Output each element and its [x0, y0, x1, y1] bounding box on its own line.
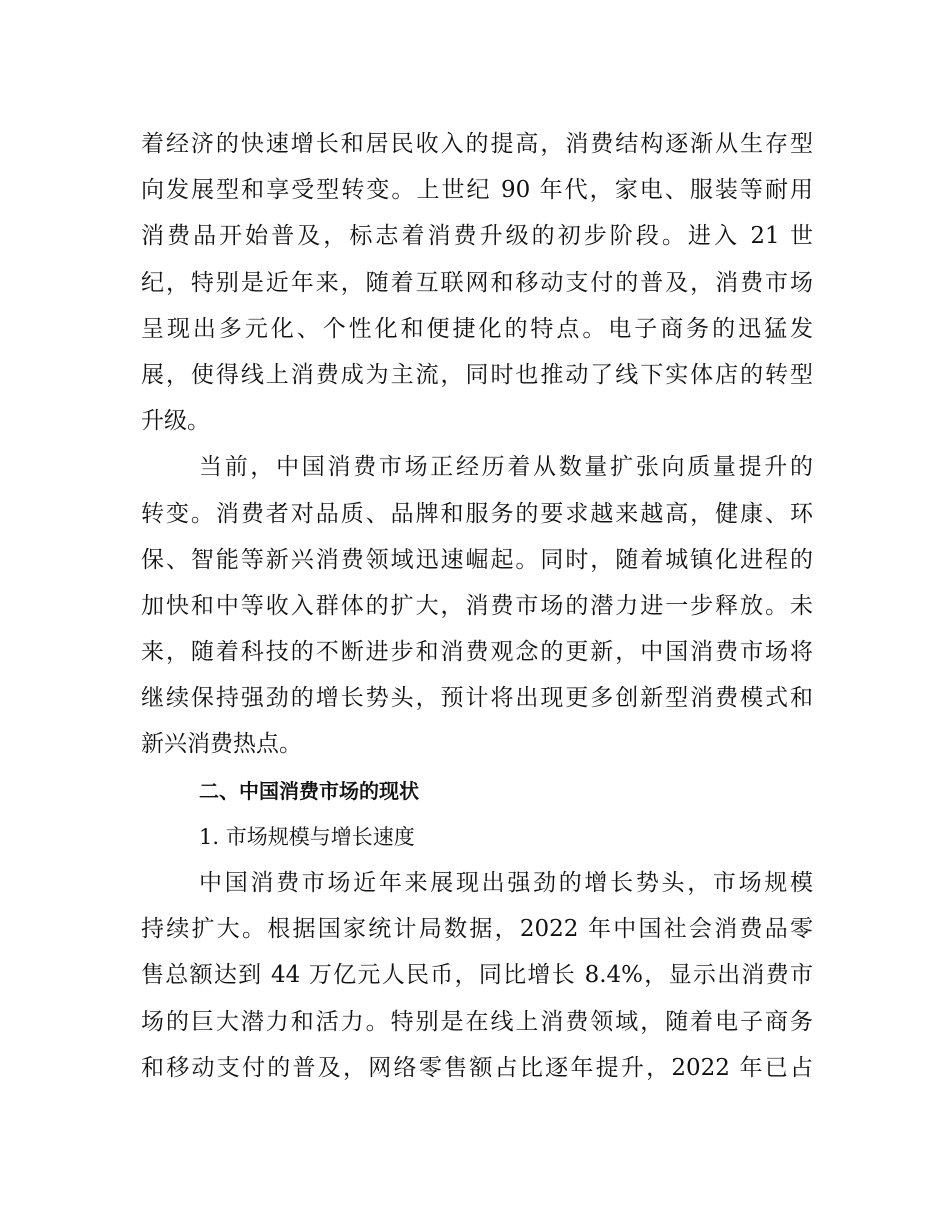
- text-line: 升级。: [141, 408, 210, 435]
- text-line: 展，使得线上消费成为主流，同时也推动了线下实体店的转型: [141, 361, 813, 388]
- text-line: 持续扩大。根据国家统计局数据，2022 年中国社会消费品零: [141, 916, 813, 943]
- text-line: 转变。消费者对品质、品牌和服务的要求越来越高，健康、环: [141, 500, 813, 527]
- text-line: 场的巨大潜力和活力。特别是在线上消费领域，随着电子商务: [141, 1008, 813, 1035]
- text-line: 纪，特别是近年来，随着互联网和移动支付的普及，消费市场: [141, 269, 813, 296]
- text-line: 中国消费市场近年来展现出强劲的增长势头，市场规模: [199, 870, 813, 896]
- text-line: 售总额达到 44 万亿元人民币，同比增长 8.4%，显示出消费市: [141, 962, 813, 989]
- text-line: 继续保持强劲的增长势头，预计将出现更多创新型消费模式和: [141, 685, 813, 712]
- text-line: 新兴消费热点。: [141, 731, 302, 758]
- text-line: 消费品开始普及，标志着消费升级的初步阶段。进入 21 世: [141, 223, 813, 250]
- subsection-heading: 1. 市场规模与增长速度: [199, 824, 415, 849]
- document-body: [141, 121, 813, 1091]
- text-line: 着经济的快速增长和居民收入的提高，消费结构逐渐从生存型: [141, 131, 813, 157]
- text-line: 和移动支付的普及，网络零售额占比逐年提升，2022 年已占: [141, 1054, 813, 1081]
- text-line: 当前，中国消费市场正经历着从数量扩张向质量提升的: [199, 454, 813, 481]
- paragraph-consumption-history: [141, 121, 813, 444]
- text-line: 来，随着科技的不断进步和消费观念的更新，中国消费市场将: [141, 639, 813, 666]
- paragraph-current-trends: [141, 444, 813, 767]
- text-line: 加快和中等收入群体的扩大，消费市场的潜力进一步释放。未: [141, 592, 813, 619]
- text-line: 呈现出多元化、个性化和便捷化的特点。电子商务的迅猛发: [141, 315, 813, 342]
- paragraph-market-size: [141, 860, 813, 1091]
- text-line: 向发展型和享受型转变。上世纪 90 年代，家电、服装等耐用: [141, 177, 813, 204]
- section-heading: 二、中国消费市场的现状: [199, 778, 419, 803]
- text-line: 保、智能等新兴消费领域迅速崛起。同时，随着城镇化进程的: [141, 546, 813, 573]
